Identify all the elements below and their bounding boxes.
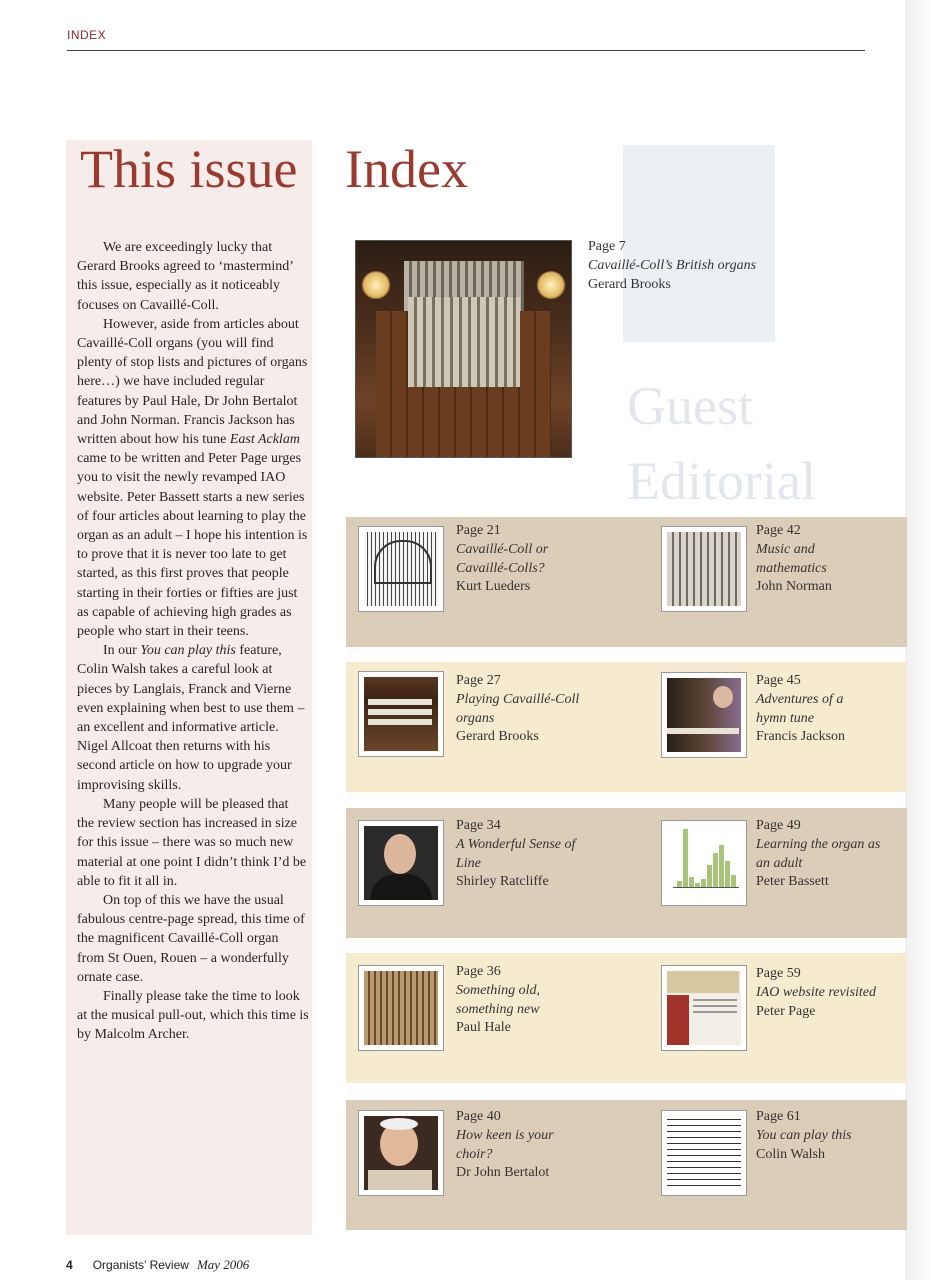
- entry-author: John Norman: [756, 579, 832, 595]
- entry-author: Colin Walsh: [756, 1146, 826, 1162]
- entry-title: Cavaillé-Coll’s British organs: [588, 257, 757, 273]
- entry-page-27[interactable]: [456, 672, 581, 747]
- chandelier-left: [361, 271, 391, 299]
- gothic-organ-drawing: [358, 526, 444, 612]
- portrait-photo: [358, 820, 444, 906]
- header-rule: [67, 50, 865, 51]
- entry-page-49[interactable]: [756, 817, 886, 892]
- intro-italic-text: East Acklam: [229, 432, 300, 448]
- entry-page-21[interactable]: [456, 522, 576, 597]
- entry-title: A Wonderful Sense of Line: [456, 836, 576, 871]
- index-title: Index: [345, 139, 468, 199]
- entry-page: Page 49: [756, 818, 801, 833]
- chandelier-right: [536, 271, 566, 299]
- entry-title: How keen is your choir?: [456, 1127, 554, 1162]
- page-footer: [66, 1257, 249, 1273]
- entry-author: Gerard Brooks: [588, 276, 671, 292]
- footer-magazine: Organists’ Review: [92, 1258, 189, 1272]
- entry-title: You can play this: [756, 1127, 852, 1143]
- page-edge: [905, 0, 931, 1280]
- organ-case-photo: [355, 240, 572, 458]
- entry-page: Page 36: [456, 964, 501, 979]
- entry-title: Learning the organ as an adult: [756, 836, 881, 871]
- section-header: INDEX: [67, 28, 107, 42]
- intro-paragraph: [77, 315, 309, 641]
- intro-text-segment: Many people will be pleased that the review section has increased in size for this issue – there was so much new material at one point I didn’t think I’d be able to fit it all in.: [77, 796, 307, 889]
- entry-title: Adventures of a hymn tune: [756, 691, 844, 726]
- entry-page: Page 40: [456, 1109, 501, 1124]
- sheet-music-image: [661, 1110, 747, 1196]
- entry-page: Page 27: [456, 673, 501, 688]
- intro-paragraph: [77, 795, 309, 891]
- intro-paragraph: [77, 641, 309, 795]
- entry-page: Page 61: [756, 1109, 801, 1124]
- entry-page-61[interactable]: [756, 1108, 896, 1164]
- organ-front-pipes: [408, 297, 520, 387]
- intro-text-segment: However, aside from articles about Cavaillé-Coll organs (you will find plenty of stop lists and pictures of organs here…) we have included regular features by Paul Hale, Dr John Bertalot and John Norman. Francis Jackson has written about how his tune: [77, 316, 308, 448]
- entry-page-45[interactable]: [756, 672, 866, 747]
- entry-page-42[interactable]: [756, 522, 851, 597]
- entry-title: Cavaillé-Coll or Cavaillé-Colls?: [456, 541, 549, 576]
- intro-text-segment: In our: [103, 643, 141, 659]
- entry-page: Page 7: [588, 239, 626, 254]
- entry-page: Page 42: [756, 523, 801, 538]
- entry-page: Page 59: [756, 966, 801, 981]
- intro-text-segment: On top of this we have the usual fabulous centre-page spread, this time of the magnificent Cavaillé-Coll organ from St Ouen, Rouen – a wonderfully ornate case.: [77, 892, 305, 985]
- intro-text-segment: We are exceedingly lucky that Gerard Brooks agreed to ‘mastermind’ this issue, especially as it noticeably focuses on Cavaillé-Coll.: [77, 240, 293, 313]
- organist-photo: [661, 672, 747, 758]
- website-screenshot: [661, 965, 747, 1051]
- intro-italic-text: You can play this: [140, 643, 236, 659]
- entry-author: Peter Bassett: [756, 874, 829, 890]
- intro-paragraph: [77, 238, 309, 315]
- entry-author: Paul Hale: [456, 1020, 511, 1036]
- organ-pipes-photo: [661, 526, 747, 612]
- intro-text-segment: came to be written and Peter Page urges you to visit the newly revamped IAO website. Peter Bassett starts a new series of four articles about learning to play the organ as an adult – I hope his intention is to prove that it is never too late to get started, as this first proves that people starting in their forties or fifties are just as capable of achieving high grades as people who start in their teens.: [77, 451, 308, 640]
- entry-page-59[interactable]: [756, 965, 896, 1021]
- featured-entry[interactable]: [588, 238, 756, 294]
- entry-author: Kurt Lueders: [456, 579, 531, 595]
- entry-page-36[interactable]: [456, 963, 566, 1038]
- histogram-chart-image: [661, 820, 747, 906]
- intro-text-segment: Finally please take the time to look at the musical pull-out, which this time is by Malcolm Archer.: [77, 988, 309, 1043]
- show-through-word-2: Editorial: [627, 451, 816, 511]
- entry-title: IAO website revisited: [756, 984, 877, 1000]
- entry-page-34[interactable]: [456, 817, 586, 892]
- footer-date: May 2006: [196, 1257, 250, 1272]
- entry-author: Francis Jackson: [756, 729, 846, 745]
- entry-author: Gerard Brooks: [456, 729, 539, 745]
- intro-paragraph: [77, 891, 309, 987]
- entry-title: Something old, something new: [456, 982, 540, 1017]
- entry-page: Page 21: [456, 523, 501, 538]
- entry-author: Dr John Bertalot: [456, 1165, 550, 1181]
- footer-page-number: 4: [66, 1258, 73, 1272]
- entry-page: Page 34: [456, 818, 501, 833]
- intro-text: [77, 238, 309, 1045]
- show-through-word-1: Guest: [627, 376, 753, 436]
- this-issue-title: This issue: [80, 139, 298, 199]
- intro-paragraph: [77, 987, 309, 1045]
- choirmaster-photo: [358, 1110, 444, 1196]
- intro-text-segment: feature, Colin Walsh takes a careful look at pieces by Langlais, Franck and Vierne even explaining when best to use them – an excellent and informative article. Nigel Allcoat then returns with his second article on how to upgrade your improvising skills.: [77, 643, 305, 793]
- entry-title: Music and mathematics: [756, 541, 827, 576]
- entry-title: Playing Cavaillé-Coll organs: [456, 691, 580, 726]
- entry-author: Shirley Ratcliffe: [456, 874, 549, 890]
- entry-page: Page 45: [756, 673, 801, 688]
- organ-console-photo: [358, 671, 444, 757]
- organ-screen-photo: [358, 965, 444, 1051]
- entry-author: Peter Page: [756, 1003, 816, 1019]
- entry-page-40[interactable]: [456, 1108, 576, 1183]
